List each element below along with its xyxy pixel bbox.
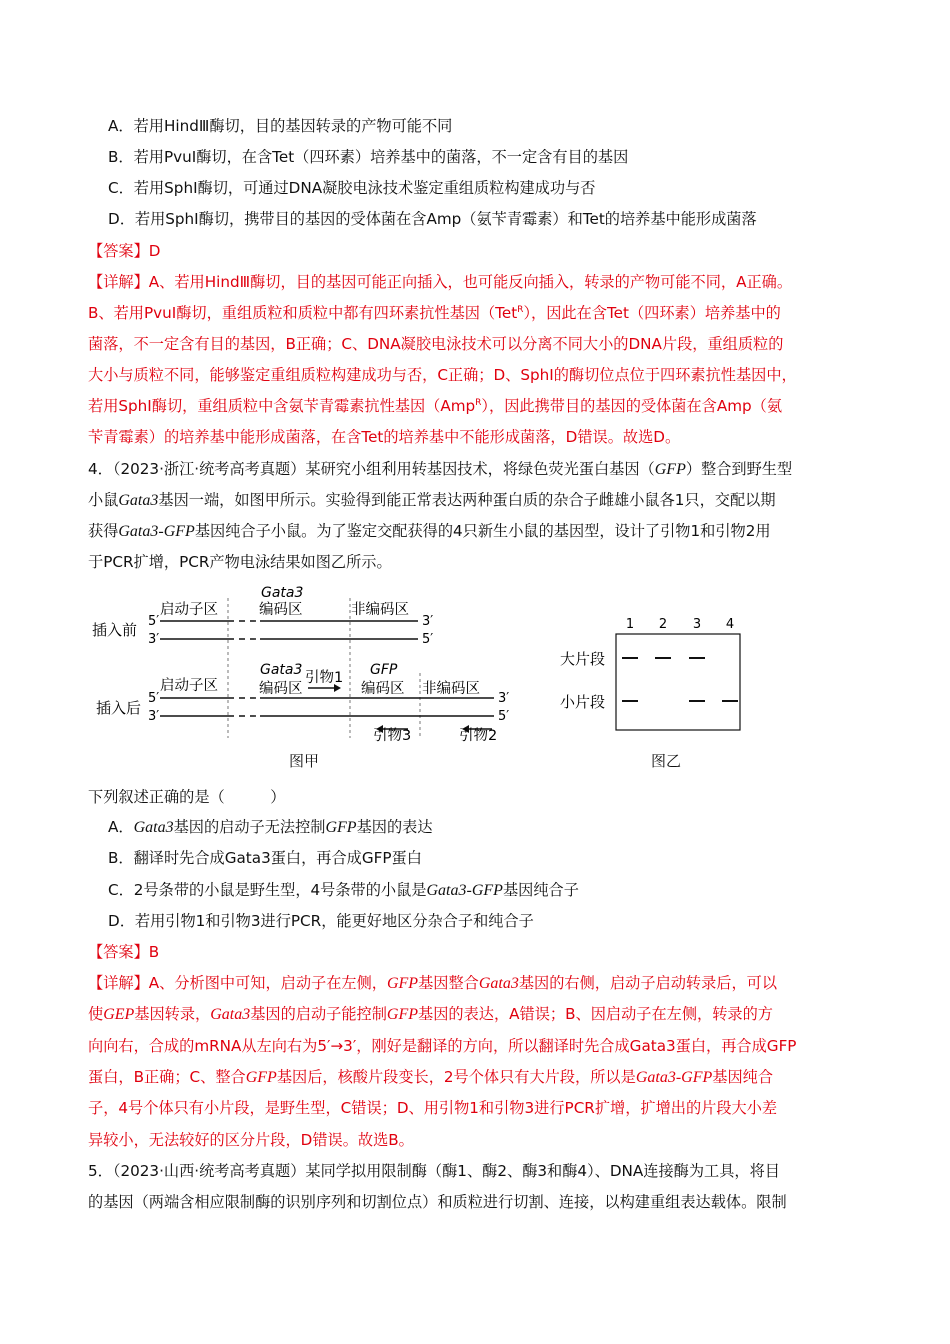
label-after-insertion: 插入后 (96, 699, 142, 717)
q3-explain-line3: 菌落，不一定含有目的基因，B正确；C、DNA凝胶电泳技术可以分离不同大小的DNA片段，重组质粒的 (88, 335, 784, 353)
q4-option-a: A．Gata3基因的启动子无法控制GFP基因的表达 (108, 818, 433, 836)
label-primer1: 引物1 (305, 670, 344, 686)
q4-stem-line1: 4．（2023·浙江·统考高考真题）某研究小组利用转基因技术，将绿色荧光蛋白基因（GFP）整合到野生型 (88, 460, 793, 478)
q4-stem-line3: 获得Gata3-GFP基因纯合子小鼠。为了鉴定交配获得的4只新生小鼠的基因型，设计了引物1和引物2用 (88, 522, 771, 540)
q4-stem-line2: 小鼠Gata3基因一端，如图甲所示。实验得到能正常表达两种蛋白质的杂合子雌雄小鼠各1只，交配以期 (88, 491, 776, 509)
label-promoter-before: 启动子区 (160, 602, 218, 618)
label-noncoding-before: 非编码区 (351, 602, 409, 618)
end-3-bottom-before: 3′ (148, 632, 160, 647)
q3-explain-line6: 苄青霉素）的培养基中能形成菌落，在含Tet的培养基中不能形成菌落，D错误。故选D。 (88, 428, 681, 446)
end-3-top-after: 3′ (498, 691, 510, 706)
q3-explain-line1: 【详解】A、若用HindⅢ酶切，目的基因可能正向插入，也可能反向插入，转录的产物可能不同，A正确。 (88, 273, 793, 291)
figure-b-caption: 图乙 (651, 752, 682, 770)
lane-label-2: 2 (658, 617, 668, 632)
label-big-fragment: 大片段 (560, 650, 606, 668)
lane-label-4: 4 (725, 617, 735, 632)
q4-explain-line5: 子，4号个体只有小片段，是野生型，C错误；D、用引物1和引物3进行PCR扩增，扩增出的片段大小差 (88, 1099, 778, 1117)
label-gata3-before: Gata3 (261, 585, 304, 601)
figure-b-gel (550, 608, 750, 734)
lane-label-3: 3 (692, 617, 702, 632)
q4-explain-line1: 【详解】A、分析图中可知，启动子在左侧，GFP基因整合Gata3基因的右侧，启动子启动转录后，可以 (88, 974, 777, 992)
q3-option-c: C．若用SphI酶切，可通过DNA凝胶电泳技术鉴定重组质粒构建成功与否 (108, 179, 596, 197)
end-5-bottom-after: 5′ (498, 709, 510, 724)
q4-explain-line3: 向向右，合成的mRNA从左向右为5′→3′，刚好是翻译的方向，所以翻译时先合成Gata3蛋白，再合成GFP (88, 1037, 797, 1055)
q3-explain-line2: B、若用PvuI酶切，重组质粒和质粒中都有四环素抗性基因（Tet$^R$），因此在含Tet（四环素）培养基中的 (88, 304, 781, 322)
figure-a-caption: 图甲 (289, 752, 320, 770)
q4-stem-line4: 于PCR扩增，PCR产物电泳结果如图乙所示。 (88, 553, 392, 571)
q5-stem-line2: 的基因（两端含相应限制酶的识别序列和切割位点）和质粒进行切割、连接，以构建重组表达载体。限制 (88, 1193, 787, 1211)
q4-explain-line2: 使GEP基因转录，Gata3基因的启动子能控制GFP基因的表达，A错误；B、因启动子在左侧，转录的方 (88, 1005, 773, 1023)
lane-label-1: 1 (625, 617, 635, 632)
q3-option-b: B．若用PvuI酶切，在含Tet（四环素）培养基中的菌落，不一定含有目的基因 (108, 148, 629, 166)
q4-option-b: B．翻译时先合成Gata3蛋白，再合成GFP蛋白 (108, 849, 422, 867)
end-3-top-before: 3′ (422, 614, 434, 629)
q4-option-c: C．2号条带的小鼠是野生型，4号条带的小鼠是Gata3-GFP基因纯合子 (108, 881, 579, 899)
q3-option-a: A．若用HindⅢ酶切，目的基因转录的产物可能不同 (108, 117, 453, 135)
label-coding-before: 编码区 (259, 602, 303, 618)
q4-prompt: 下列叙述正确的是（ ） (88, 788, 286, 806)
end-5-bottom-before: 5′ (422, 632, 434, 647)
label-promoter-after: 启动子区 (160, 678, 218, 694)
label-noncoding-after: 非编码区 (422, 681, 480, 697)
end-3-bottom-after: 3′ (148, 709, 160, 724)
q3-answer: 【答案】D (88, 242, 161, 260)
q4-option-d: D．若用引物1和引物3进行PCR，能更好地区分杂合子和纯合子 (108, 912, 534, 930)
figure-a-gene-map (88, 578, 528, 773)
q3-explain-line4: 大小与质粒不同，能够鉴定重组质粒构建成功与否，C正确；D、SphI的酶切位点位于四环素抗性基因中， (88, 366, 797, 384)
label-primer2: 引物2 (459, 728, 498, 744)
label-gfp: GFP (370, 662, 398, 678)
label-small-fragment: 小片段 (560, 693, 606, 711)
q4-explain-line4: 蛋白，B正确；C、整合GFP基因后，核酸片段变长，2号个体只有大片段，所以是Gata3-GFP基因纯合 (88, 1068, 773, 1086)
q5-stem-line1: 5．（2023·山西·统考高考真题）某同学拟用限制酶（酶1、酶2、酶3和酶4）、DNA连接酶为工具，将目 (88, 1162, 780, 1180)
label-coding-after: 编码区 (259, 681, 303, 697)
q4-answer: 【答案】B (88, 943, 160, 961)
end-5-top-after: 5′ (148, 691, 160, 706)
label-before-insertion: 插入前 (92, 621, 138, 639)
end-5-top-before: 5′ (148, 614, 160, 629)
label-primer3: 引物3 (373, 728, 412, 744)
label-gfp-coding: 编码区 (361, 681, 405, 697)
q3-explain-line5: 若用SphI酶切，重组质粒中含氨苄青霉素抗性基因（Amp$^R$），因此携带目的基因的受体菌在含Amp（氨 (88, 397, 783, 415)
gel-frame (616, 634, 740, 730)
q3-option-d: D．若用SphI酶切，携带目的基因的受体菌在含Amp（氨苄青霉素）和Tet的培养基中能形成菌落 (108, 210, 757, 228)
label-gata3-after: Gata3 (260, 662, 303, 678)
q4-explain-line6: 异较小，无法较好的区分片段，D错误。故选B。 (88, 1131, 414, 1149)
